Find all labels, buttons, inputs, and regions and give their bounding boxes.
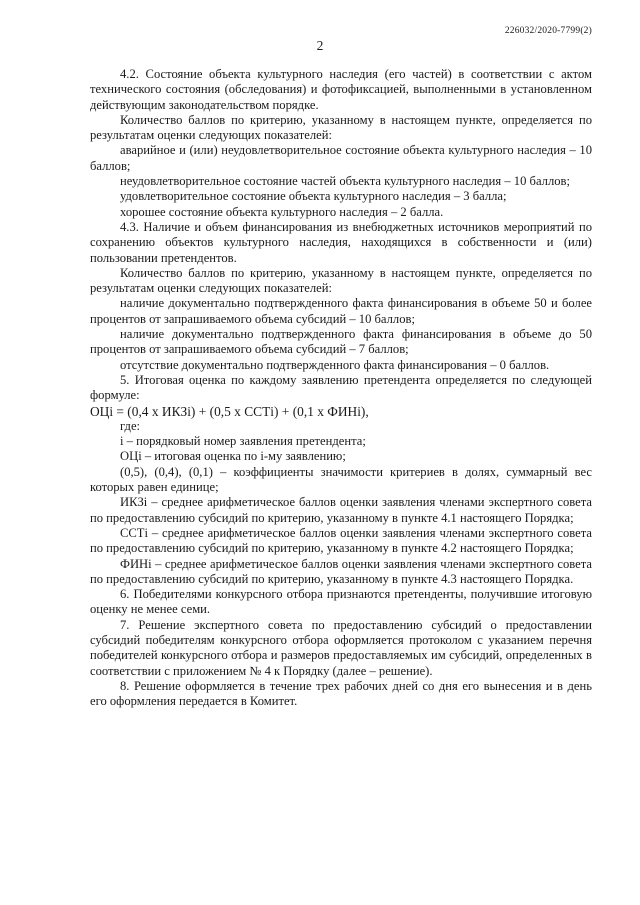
list-item: отсутствие документально подтвержденного факта финансирования – 0 баллов. [120,357,550,372]
list-item: неудовлетворительное состояние частей объекта культурного наследия – 10 баллов; [120,174,570,189]
formula-variable: ОЦi – итоговая оценка по i-му заявлению; [120,449,346,464]
list-item: удовлетворительное состояние объекта культурного наследия – 3 балла; [120,189,507,204]
list-item: аварийное и (или) неудовлетворительное состояние объекта культурного наследия – 10 баллов; [90,143,592,173]
document-body [90,67,592,709]
page-number: 2 [316,38,324,53]
list-item: наличие документально подтвержденного факта финансирования в объеме до 50 процентов от запрашиваемого объема субсидий – 7 баллов; [90,327,592,357]
formula-variable: ИКЗi – среднее арифметическое баллов оценки заявления членами экспертного совета по предоставлению субсидий по критерию, указанному в пункте 4.1 настоящего Порядка; [90,495,592,525]
paragraph-8: 8. Решение оформляется в течение трех рабочих дней со дня его вынесения и в день его оформления передается в Комитет. [90,678,592,709]
document-id: 226032/2020-7799(2) [504,26,592,36]
formula-variable: i – порядковый номер заявления претендента; [120,434,366,449]
paragraph-4-3: 4.3. Наличие и объем финансирования из внебюджетных источников мероприятий по сохранению объектов культурного наследия, находящихся в собственности и (или) пользовании претендентов. [90,219,592,265]
paragraph-4-2: 4.2. Состояние объекта культурного наследия (его частей) в соответствии с актом технического состояния (обследования) и фотофиксацией, выполненными в установленном действующим законодательством порядке. [90,67,592,112]
formula-variable: ФИНi – среднее арифметическое баллов оценки заявления членами экспертного совета по предоставлению субсидий по критерию, указанному в пункте 4.3 настоящего Порядка. [90,556,592,586]
formula-variable: ССТi – среднее арифметическое баллов оценки заявления членами экспертного совета по предоставлению субсидий по критерию, указанному в пункте 4.2 настоящего Порядка; [90,525,592,556]
formula-where-label: где: [120,418,141,433]
paragraph-7: 7. Решение экспертного совета по предоставлению субсидий о предоставлении субсидий победителям конкурсного отбора оформляется протоколом с указанием перечня победителей конкурсного отбора и размеров предоставляемых им субсидий, определенных в соответствии с приложением № 4 к Порядку (далее – решение). [90,617,592,678]
paragraph-5: 5. Итоговая оценка по каждому заявлению претендента определяется по следующей формуле: [90,372,592,403]
score-formula: ОЦi = (0,4 x ИКЗi) + (0,5 x ССТi) + (0,1 x ФИНi), [90,403,369,419]
paragraph-criterion-4-3-intro: Количество баллов по критерию, указанному в настоящем пункте, определяется по результатам оценки следующих показателей: [90,265,592,296]
formula-variable: (0,5), (0,4), (0,1) – коэффициенты значимости критериев в долях, суммарный вес которых равен единице; [90,464,592,495]
paragraph-6: 6. Победителями конкурсного отбора признаются претенденты, получившие итоговую оценку не менее семи. [90,587,592,617]
paragraph-criterion-4-2-intro: Количество баллов по критерию, указанному в настоящем пункте, определяется по результатам оценки следующих показателей: [90,112,592,143]
list-item: наличие документально подтвержденного факта финансирования в объеме 50 и более процентов от запрашиваемого объема субсидий – 10 баллов; [90,296,592,326]
list-item: хорошее состояние объекта культурного наследия – 2 балла. [120,204,444,219]
